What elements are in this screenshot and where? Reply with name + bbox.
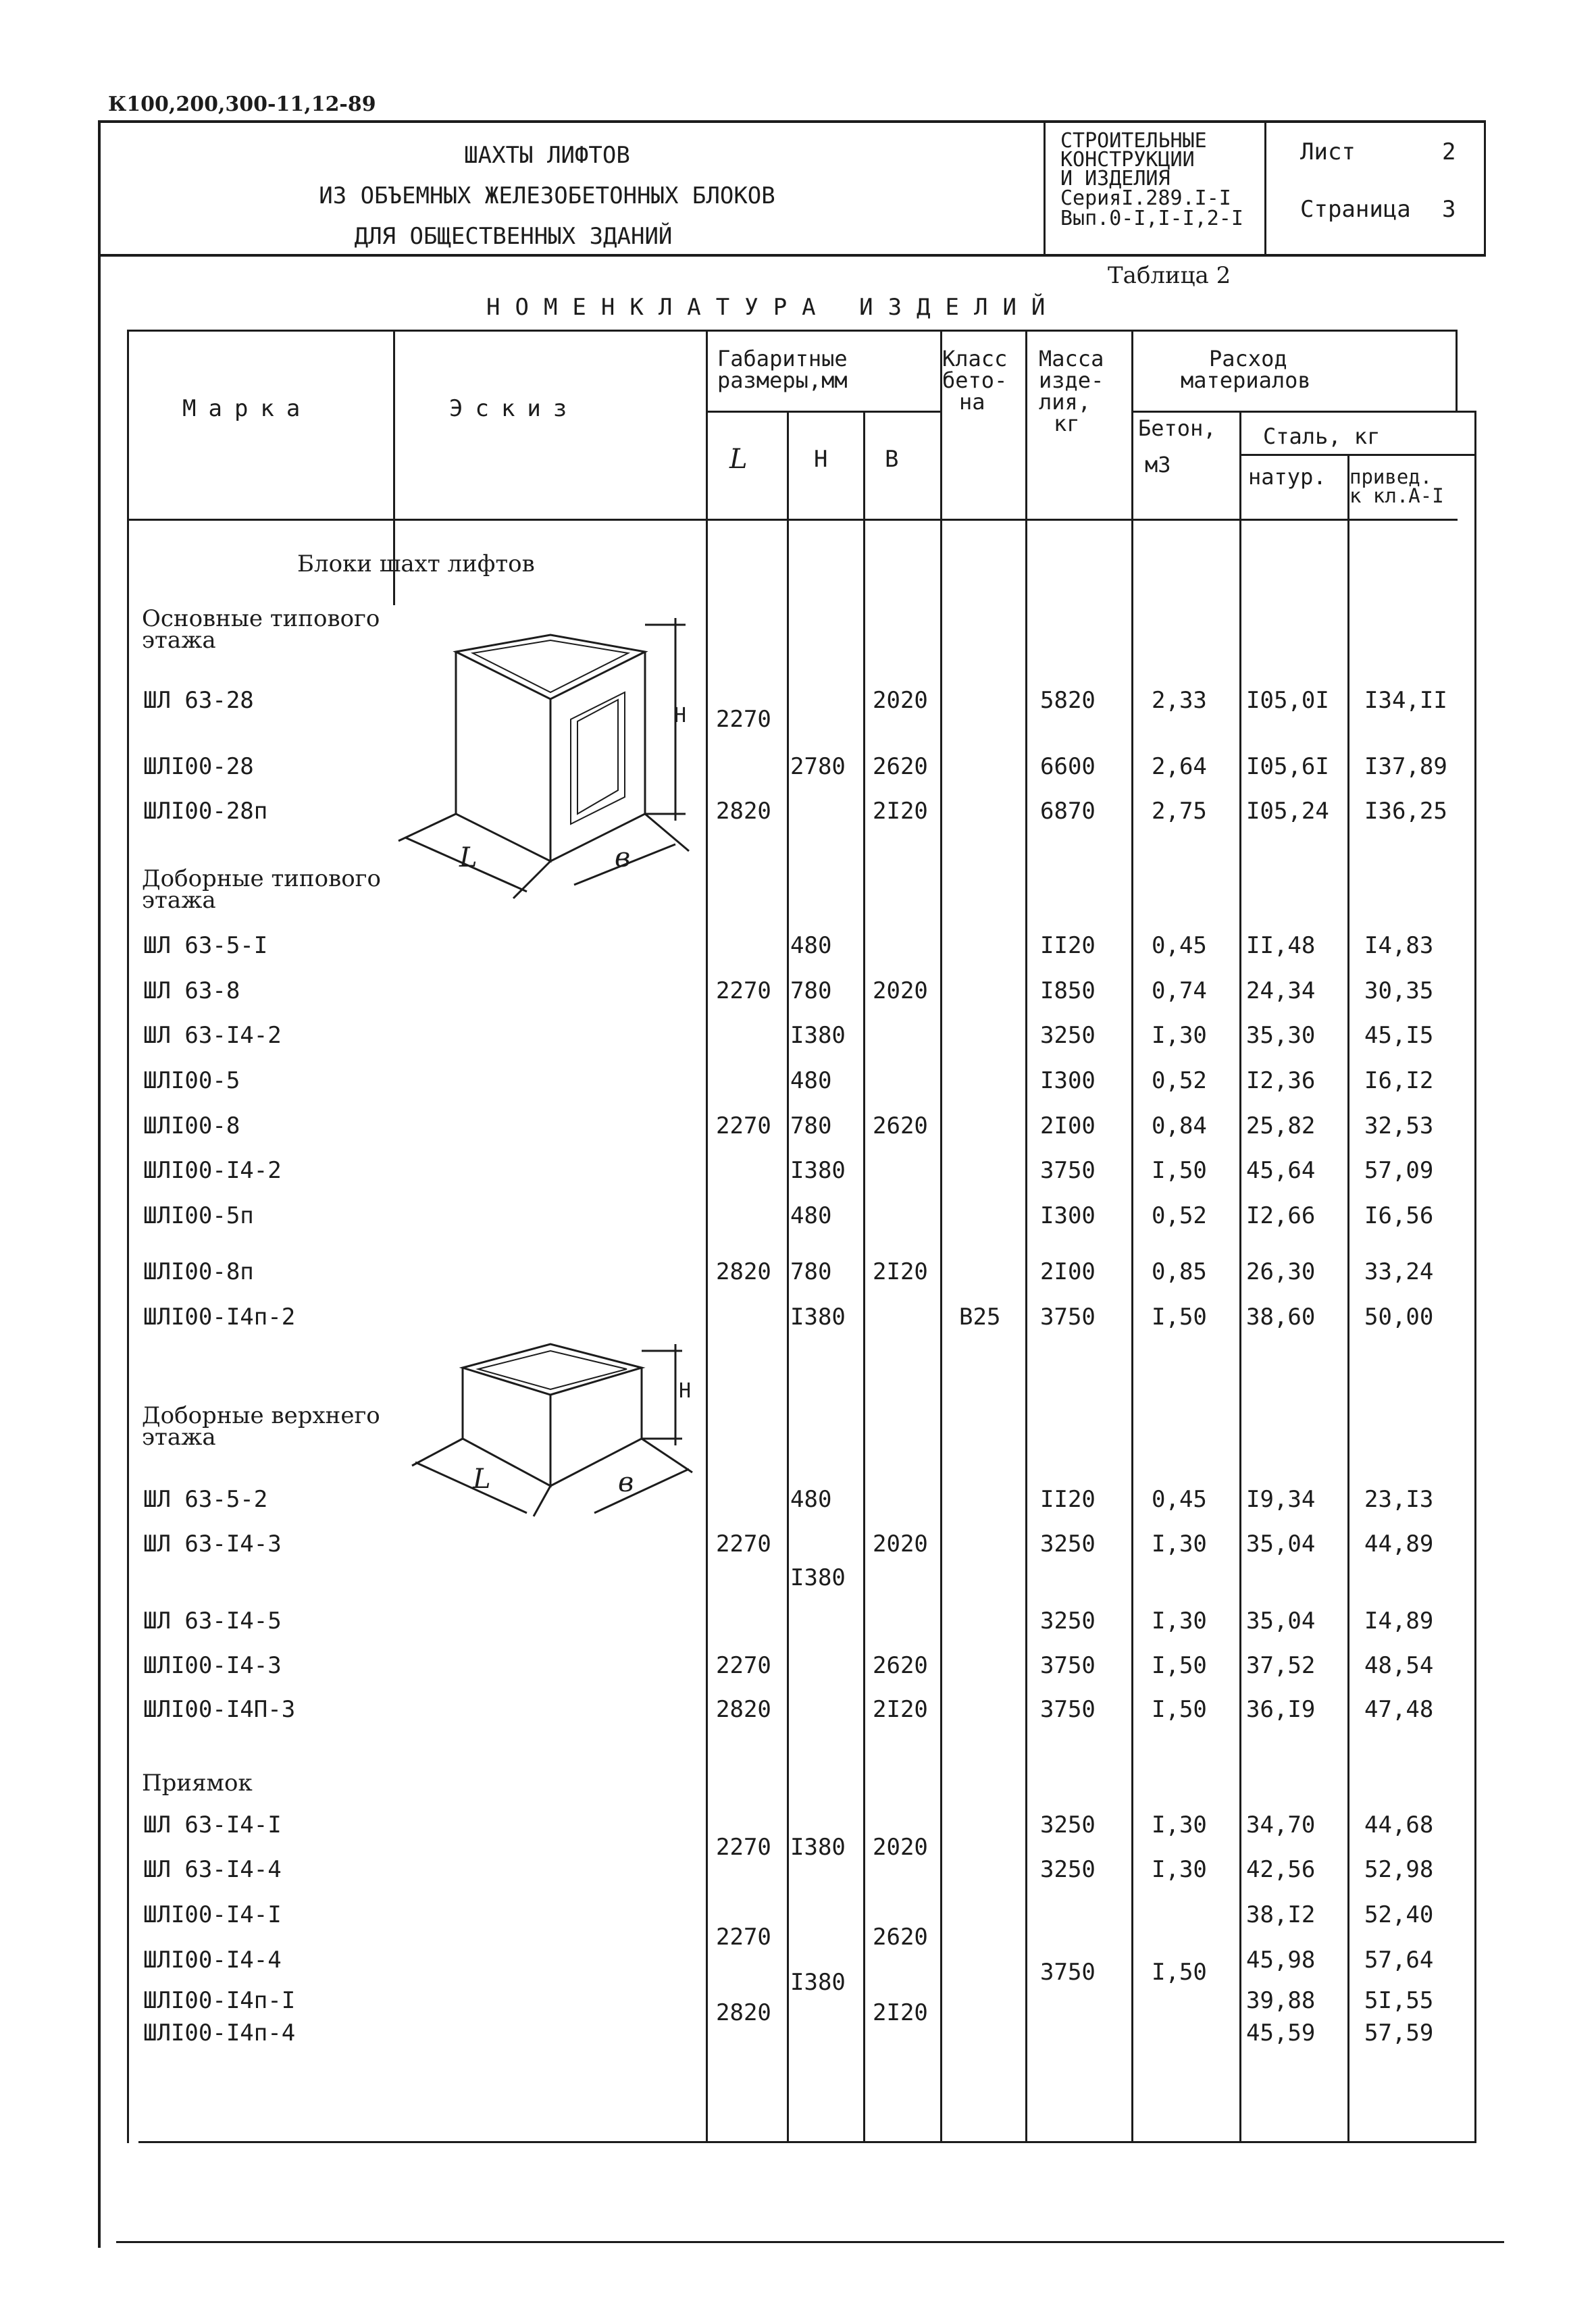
doc-title-line-1: ШАХТЫ ЛИФТОВ [464,142,630,169]
row-concrete: 2,64 [1152,753,1207,780]
dim-H: I380 [790,1564,846,1591]
row-concrete: 0,85 [1152,1258,1207,1285]
row-steel-red: 57,09 [1364,1157,1434,1184]
header-mass-3: лия, [1039,389,1091,415]
header-materials-1: Расход [1209,346,1287,371]
page-value: 3 [1442,196,1456,223]
sketch-short-H-label: H [679,1379,692,1403]
row-mark: ШЛI00-I4п-2 [143,1304,296,1331]
row-steel-red: I34,II [1364,687,1447,714]
row-concrete: I,30 [1152,1856,1207,1883]
series-line-5: Вып.0-I,I-I,2-I [1060,207,1243,230]
row-concrete: I,50 [1152,1652,1207,1679]
page-label: Страница [1300,196,1411,223]
section-extra-typical-2: этажа [142,887,216,914]
row-steel-red: 57,59 [1364,2020,1434,2047]
row-steel-nat: 26,30 [1246,1258,1316,1285]
row-mass: II20 [1040,1486,1096,1513]
row-mark: ШЛ 63-I4-2 [143,1022,282,1049]
header-mass-4: кг [1054,411,1080,436]
row-steel-nat: 39,88 [1246,1987,1316,2014]
row-mass: 2I00 [1040,1112,1096,1139]
row-steel-nat: 25,82 [1246,1112,1316,1139]
row-mass: 6600 [1040,753,1096,780]
dim-H: I380 [790,1969,846,1996]
row-steel-red: 23,I3 [1364,1486,1434,1513]
sheet-value: 2 [1442,138,1456,165]
row-mark: ШЛ 63-8 [143,977,240,1004]
sketch-short-B-label: в [618,1467,634,1498]
row-mark: ШЛI00-I4п-4 [143,2020,296,2047]
dim-B: 2020 [873,977,928,1004]
sketch-short-block [412,1344,692,1516]
header-dims-2: размеры,мм [717,367,848,393]
row-mark: ШЛI00-28п [143,798,268,825]
dim-B: 2I20 [873,1999,928,2026]
row-concrete: 2,33 [1152,687,1207,714]
row-mark: ШЛI00-I4п-I [143,1987,296,2014]
row-concrete: I,30 [1152,1531,1207,1558]
dim-B: 2620 [873,753,928,780]
section-pit: Приямок [142,1770,253,1797]
dim-H: 780 [790,977,832,1004]
row-mass: 3250 [1040,1811,1096,1839]
sketch-short-L-label: L [473,1464,491,1495]
row-steel-red: 48,54 [1364,1652,1434,1679]
row-steel-red: I6,56 [1364,1202,1434,1229]
dim-H: 780 [790,1112,832,1139]
header-H: H [814,446,828,473]
row-mass: 3750 [1040,1959,1096,1986]
row-mark: ШЛI00-8п [143,1258,254,1285]
row-concrete: 0,45 [1152,932,1207,959]
dim-B: 2020 [873,1531,928,1558]
dim-H: 780 [790,1258,832,1285]
row-steel-nat: 35,30 [1246,1022,1316,1049]
header-mass-2: изде- [1039,367,1104,393]
row-steel-red: 50,00 [1364,1304,1434,1331]
row-concrete: I,30 [1152,1022,1207,1049]
table-number: Таблица 2 [1108,262,1231,289]
dim-B: 2620 [873,1112,928,1139]
row-steel-nat: 42,56 [1246,1856,1316,1883]
dim-H: I380 [790,1157,846,1184]
table-title: НОМЕНКЛАТУРА ИЗДЕЛИЙ [486,294,1060,321]
row-steel-nat: 38,I2 [1246,1901,1316,1928]
row-steel-red: 44,68 [1364,1811,1434,1839]
row-mark: ШЛI00-I4-3 [143,1652,282,1679]
dim-L: 2270 [716,977,771,1004]
series-line-2: КОНСТРУКЦИИ [1060,148,1195,172]
row-steel-red: 57,64 [1364,1947,1434,1974]
dim-L: 2270 [716,1652,771,1679]
row-steel-nat: 36,I9 [1246,1696,1316,1723]
dim-H: 480 [790,1202,832,1229]
header-materials-2: материалов [1181,367,1311,393]
row-mark: ШЛ 63-I4-5 [143,1608,282,1635]
sketch-tall-B-label: в [615,842,631,873]
row-concrete: I,50 [1152,1304,1207,1331]
row-mass: 2I00 [1040,1258,1096,1285]
row-mark: ШЛ 63-I4-4 [143,1856,282,1883]
dim-H: I380 [790,1304,846,1331]
series-line-3: И ИЗДЕЛИЯ [1060,167,1170,190]
section-shaft-blocks: Блоки шахт лифтов [297,550,535,577]
dim-L: 2270 [716,1834,771,1861]
row-steel-red: 47,48 [1364,1696,1434,1723]
dim-L: 2270 [716,706,771,733]
dim-L: 2820 [716,1999,771,2026]
header-class-1: Класс [942,346,1008,371]
dim-H: 480 [790,1067,832,1094]
row-mass: 5820 [1040,687,1096,714]
row-steel-red: I6,I2 [1364,1067,1434,1094]
row-steel-red: 52,40 [1364,1901,1434,1928]
row-steel-red: I4,89 [1364,1608,1434,1635]
dim-L: 2270 [716,1924,771,1951]
header-mass-1: Масса [1039,346,1104,371]
row-steel-nat: I9,34 [1246,1486,1316,1513]
row-mark: ШЛ 63-I4-3 [143,1531,282,1558]
row-concrete: 2,75 [1152,798,1207,825]
row-mass: I300 [1040,1202,1096,1229]
row-mass: 3250 [1040,1608,1096,1635]
row-mass: 3750 [1040,1304,1096,1331]
row-concrete: 0,52 [1152,1067,1207,1094]
doc-title-line-2: ИЗ ОБЪЕМНЫХ ЖЕЛЕЗОБЕТОННЫХ БЛОКОВ [319,182,775,209]
row-mass: I850 [1040,977,1096,1004]
row-mass: 3750 [1040,1157,1096,1184]
row-mark: ШЛI00-I4-2 [143,1157,282,1184]
row-steel-nat: I05,24 [1246,798,1329,825]
row-steel-nat: I2,36 [1246,1067,1316,1094]
row-steel-nat: I2,66 [1246,1202,1316,1229]
row-concrete: 0,52 [1152,1202,1207,1229]
row-concrete: 0,84 [1152,1112,1207,1139]
row-mass: 3250 [1040,1856,1096,1883]
section-main-typical-2: этажа [142,627,216,654]
dim-H: I380 [790,1022,846,1049]
row-steel-nat: II,48 [1246,932,1316,959]
section-extra-top-1: Доборные верхнего [142,1402,380,1429]
row-mark: ШЛI00-5 [143,1067,240,1094]
row-steel-red: 30,35 [1364,977,1434,1004]
row-concrete: I,30 [1152,1811,1207,1839]
row-steel-red: I4,83 [1364,932,1434,959]
header-concrete-1: Бетон, [1138,415,1216,441]
row-steel-nat: 35,04 [1246,1531,1316,1558]
sketch-tall-H-label: H [674,704,687,727]
header-steel: Сталь, кг [1263,423,1381,449]
row-mass: 3750 [1040,1696,1096,1723]
row-steel-nat: I05,6I [1246,753,1329,780]
dim-B: 2020 [873,1834,928,1861]
row-concrete: I,50 [1152,1696,1207,1723]
row-steel-nat: 45,64 [1246,1157,1316,1184]
row-steel-red: 52,98 [1364,1856,1434,1883]
row-mass: II20 [1040,932,1096,959]
dim-L: 2820 [716,1696,771,1723]
row-steel-nat: 38,60 [1246,1304,1316,1331]
dim-H: 2780 [790,753,846,780]
row-mass: 3750 [1040,1652,1096,1679]
row-steel-red: 32,53 [1364,1112,1434,1139]
sketch-tall-block [398,618,689,898]
row-mark: ШЛ 63-I4-I [143,1811,282,1839]
header-sketch: Эскиз [449,395,580,422]
row-concrete: I,30 [1152,1608,1207,1635]
row-mark: ШЛI00-I4-4 [143,1947,282,1974]
dim-L: 2820 [716,798,771,825]
row-steel-nat: 24,34 [1246,977,1316,1004]
doc-title-line-3: ДЛЯ ОБЩЕСТВЕННЫХ ЗДАНИЙ [354,223,673,250]
row-steel-red: 44,89 [1364,1531,1434,1558]
row-mass: 3250 [1040,1022,1096,1049]
section-main-typical-1: Основные типового [142,605,380,632]
section-extra-top-2: этажа [142,1424,216,1451]
row-mark: ШЛ 63-5-I [143,932,268,959]
dim-H: 480 [790,1486,832,1513]
dim-L: 2270 [716,1112,771,1139]
row-mark: ШЛI00-I4-I [143,1901,282,1928]
row-steel-nat: I05,0I [1246,687,1329,714]
header-concrete-2: м3 [1145,452,1171,478]
dim-H: I380 [790,1834,846,1861]
row-mark: ШЛ 63-5-2 [143,1486,268,1513]
dim-L: 2270 [716,1531,771,1558]
section-extra-typical-1: Доборные типового [142,865,381,892]
row-steel-red: 5I,55 [1364,1987,1434,2014]
row-steel-nat: 37,52 [1246,1652,1316,1679]
dim-B: 2I20 [873,1696,928,1723]
dim-L: 2820 [716,1258,771,1285]
row-mark: ШЛI00-8 [143,1112,240,1139]
row-steel-red: 45,I5 [1364,1022,1434,1049]
row-mark: ШЛ 63-28 [143,687,254,714]
header-steel-nat: натур. [1248,464,1327,490]
row-steel-nat: 45,98 [1246,1947,1316,1974]
header-mark: Марка [182,395,313,422]
row-steel-red: 33,24 [1364,1258,1434,1285]
row-mark: ШЛI00-28 [143,753,254,780]
row-mark: ШЛI00-I4П-3 [143,1696,296,1723]
header-class-2: бето- [942,367,1008,393]
doc-code: К100,200,300-11,12-89 [108,93,376,116]
dim-B: 2I20 [873,1258,928,1285]
row-steel-nat: 35,04 [1246,1608,1316,1635]
concrete-class: B25 [959,1304,1001,1331]
header-B: B [885,446,899,473]
row-steel-nat: 34,70 [1246,1811,1316,1839]
header-steel-red-2: к кл.А-I [1349,484,1444,507]
header-steel-red-1: привед. [1349,465,1433,488]
series-line-4: СерияI.289.I-I [1060,186,1231,210]
header-L: L [729,444,748,475]
dim-B: 2I20 [873,798,928,825]
dim-H: 480 [790,932,832,959]
row-steel-red: I36,25 [1364,798,1447,825]
row-concrete: I,50 [1152,1157,1207,1184]
header-dims-1: Габаритные [717,346,848,371]
dim-B: 2620 [873,1652,928,1679]
row-concrete: 0,45 [1152,1486,1207,1513]
row-steel-nat: 45,59 [1246,2020,1316,2047]
dim-B: 2620 [873,1924,928,1951]
sketch-tall-L-label: L [459,842,478,873]
row-mark: ШЛI00-5п [143,1202,254,1229]
row-concrete: I,50 [1152,1959,1207,1986]
dim-B: 2020 [873,687,928,714]
row-mass: 3250 [1040,1531,1096,1558]
sheet-label: Лист [1300,138,1356,165]
row-concrete: 0,74 [1152,977,1207,1004]
row-steel-red: I37,89 [1364,753,1447,780]
row-mass: 6870 [1040,798,1096,825]
row-mass: I300 [1040,1067,1096,1094]
header-class-3: на [959,389,985,415]
series-line-1: СТРОИТЕЛЬНЫЕ [1060,129,1207,153]
